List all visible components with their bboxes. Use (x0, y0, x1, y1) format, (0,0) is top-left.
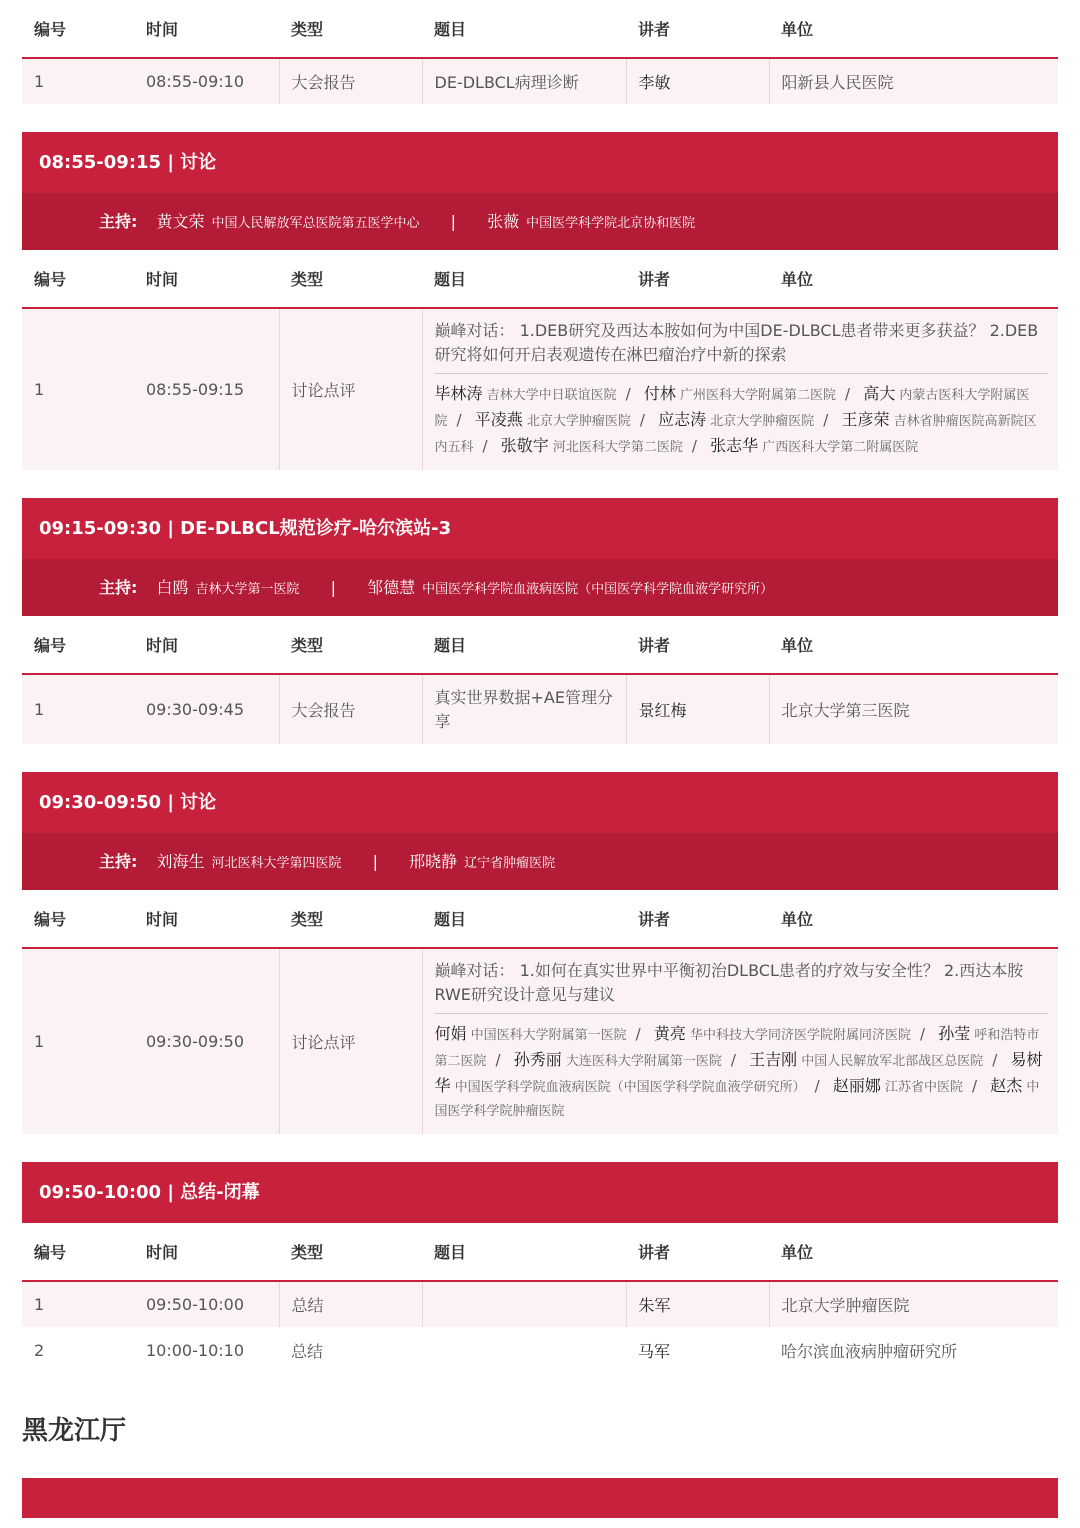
host-name: 黄文荣 (156, 212, 205, 231)
discussion-topic: 巅峰对话： 1.如何在真实世界中平衡初治DLBCL患者的疗效与安全性？ 2.西达本胺RWE研究设计意见与建议 (434, 961, 1024, 1004)
session-hosts (22, 559, 1058, 616)
cell-time: 10:00-10:10 (146, 1340, 244, 1360)
host-separator: | (450, 212, 457, 231)
session-block (22, 772, 1058, 1134)
header-num: 编号 (22, 1223, 134, 1281)
panelist-name: 应志涛 (658, 410, 707, 429)
header-unit: 单位 (769, 250, 1058, 308)
header-speaker: 讲者 (626, 250, 769, 308)
cell-unit: 阳新县人民医院 (769, 58, 1058, 104)
cell-speaker: 李敏 (626, 58, 769, 104)
header-speaker: 讲者 (626, 1223, 769, 1281)
cell-speaker: 朱军 (626, 1281, 769, 1327)
cell-discussion (422, 308, 1058, 470)
header-topic: 题目 (422, 616, 626, 674)
table-header-row (22, 616, 1058, 674)
panelist-name: 张志华 (710, 436, 759, 455)
panelist-unit: 中国医科大学附属第一医院 (470, 1028, 627, 1043)
panelist-name: 易树华 (434, 1050, 1043, 1095)
cell-type: 大会报告 (279, 58, 422, 104)
header-num: 编号 (22, 890, 134, 948)
session-hosts (22, 193, 1058, 250)
panelist-unit: 北京大学肿瘤医院 (710, 414, 815, 429)
cell-speaker: 马军 (638, 1341, 671, 1361)
host-unit: 辽宁省肿瘤医院 (464, 856, 556, 871)
host-name: 刘海生 (156, 852, 205, 871)
cell-time: 08:55-09:15 (134, 308, 279, 470)
panelist-unit: 内蒙古医科大学附属医院 (434, 388, 1030, 429)
panelist-unit: 江苏省中医院 (885, 1080, 964, 1095)
header-num: 编号 (22, 616, 134, 674)
header-unit: 单位 (769, 616, 1058, 674)
panelist-list: 何娟 中国医科大学附属第一医院 / 黄亮 华中科技大学同济医学院附属同济医院 / 孙莹 呼和浩特市第二医院 / 孙秀丽 大连医科大学附属第一医院 / 王吉刚 中国人民解放军北部战区总医院 / 易树华 中国医学科学院血液病医院（中国医学科学院血液学研究所） / 赵丽娜 江苏省中医院 / 赵杰 中国医学科学院肿瘤医院 (434, 1024, 1043, 1119)
panelist-unit: 中国医学科学院肿瘤医院 (434, 1080, 1040, 1119)
cell-topic: DE-DLBCL病理诊断 (422, 58, 626, 104)
discussion-topic: 巅峰对话： 1.DEB研究及西达本胺如何为中国DE-DLBCL患者带来更多获益？ 2.DEB研究将如何开启表观遗传在淋巴瘤治疗中新的探索 (434, 321, 1039, 364)
cell-type: 讨论点评 (279, 948, 422, 1134)
panelist-name: 王吉刚 (749, 1050, 798, 1069)
schedule-table (22, 890, 1058, 1134)
cell-time: 08:55-09:10 (134, 58, 279, 104)
session-title: 09:30-09:50 | 讨论 (22, 772, 1058, 833)
panelist-unit: 河北医科大学第二医院 (552, 440, 683, 455)
schedule-table (22, 1223, 1058, 1373)
panelist-unit: 华中科技大学同济医学院附属同济医院 (690, 1028, 912, 1043)
table-row (22, 674, 1058, 744)
cell-num: 1 (22, 58, 134, 104)
header-topic: 题目 (422, 0, 626, 58)
panelist-name: 何娟 (434, 1024, 467, 1043)
header-type: 类型 (279, 1223, 422, 1281)
panelist-name: 平凌燕 (474, 410, 523, 429)
panelist-unit: 广州医科大学附属第二医院 (680, 388, 837, 403)
table-row (22, 58, 1058, 104)
session-block (22, 1162, 1058, 1373)
agenda-page (22, 0, 1058, 1518)
panelist-unit: 广西医科大学第二附属医院 (762, 440, 919, 455)
panelist-unit: 中国人民解放军北部战区总医院 (801, 1054, 984, 1069)
host-unit: 吉林大学第一医院 (195, 582, 300, 597)
cell-time: 09:50-10:00 (134, 1281, 279, 1327)
panelist-unit: 大连医科大学附属第一医院 (565, 1054, 722, 1069)
header-speaker: 讲者 (626, 0, 769, 58)
table-header-row (22, 890, 1058, 948)
cell-topic (422, 1281, 626, 1327)
session-title: 09:15-09:30 | DE-DLBCL规范诊疗-哈尔滨站-3 (22, 498, 1058, 559)
table-header-row (22, 250, 1058, 308)
header-topic: 题目 (422, 1223, 626, 1281)
panelist-unit: 呼和浩特市第二医院 (434, 1028, 1040, 1069)
session-hosts (22, 833, 1058, 890)
header-unit: 单位 (769, 0, 1058, 58)
cell-topic (422, 1327, 626, 1373)
panelist-name: 毕林涛 (434, 384, 483, 403)
table-row (22, 1281, 1058, 1327)
table-header-row (22, 1223, 1058, 1281)
cell-unit: 哈尔滨血液病肿瘤研究所 (781, 1341, 958, 1361)
header-speaker: 讲者 (626, 616, 769, 674)
panelist-name: 黄亮 (653, 1024, 686, 1043)
panelist-unit: 吉林省肿瘤医院高新院区内五科 (434, 414, 1037, 455)
host-name: 邢晓静 (409, 852, 458, 871)
hall-heading: 黑龙江厅 (22, 1416, 127, 1446)
cell-num: 2 (34, 1340, 45, 1360)
header-time: 时间 (134, 0, 279, 58)
header-topic: 题目 (422, 890, 626, 948)
table-row (22, 1327, 1058, 1373)
cell-num: 1 (22, 308, 134, 470)
session-title: 09:50-10:00 | 总结-闭幕 (22, 1162, 1058, 1223)
cell-unit: 北京大学第三医院 (769, 674, 1058, 744)
cell-num: 1 (22, 674, 134, 744)
panelist-name: 赵杰 (990, 1076, 1023, 1095)
cell-time: 09:30-09:45 (134, 674, 279, 744)
header-unit: 单位 (769, 1223, 1058, 1281)
cell-discussion (422, 948, 1058, 1134)
host-name: 张薇 (487, 212, 520, 231)
header-type: 类型 (279, 250, 422, 308)
panelist-name: 赵丽娜 (832, 1076, 881, 1095)
header-speaker: 讲者 (626, 890, 769, 948)
panelist-name: 王彦荣 (841, 410, 890, 429)
header-type: 类型 (279, 0, 422, 58)
session-title-bar (22, 1478, 1058, 1518)
cell-speaker: 景红梅 (626, 674, 769, 744)
cell-time: 09:30-09:50 (134, 948, 279, 1134)
table-header-row (22, 0, 1058, 58)
cell-num: 1 (22, 948, 134, 1134)
header-num: 编号 (22, 0, 134, 58)
header-time: 时间 (134, 1223, 279, 1281)
panelist-unit: 北京大学肿瘤医院 (526, 414, 631, 429)
divider (435, 1013, 1049, 1014)
header-topic: 题目 (422, 250, 626, 308)
panelist-name: 高大 (863, 384, 896, 403)
header-type: 类型 (279, 890, 422, 948)
header-unit: 单位 (769, 890, 1058, 948)
panelist-unit: 吉林大学中日联谊医院 (486, 388, 617, 403)
panelist-name: 张敬宇 (500, 436, 549, 455)
cell-type: 讨论点评 (279, 308, 422, 470)
schedule-table (22, 0, 1058, 104)
header-type: 类型 (279, 616, 422, 674)
host-separator: | (330, 578, 337, 597)
panelist-unit: 中国医学科学院血液病医院（中国医学科学院血液学研究所） (454, 1080, 806, 1095)
cell-type: 总结 (279, 1281, 422, 1327)
panelist-name: 孙秀丽 (513, 1050, 562, 1069)
cell-num: 1 (22, 1281, 134, 1327)
host-label: 主持: (99, 212, 138, 231)
host-unit: 中国人民解放军总医院第五医学中心 (211, 216, 420, 231)
host-name: 白鸥 (156, 578, 189, 597)
cell-topic: 真实世界数据+AE管理分享 (422, 674, 626, 744)
host-separator: | (372, 852, 379, 871)
schedule-table (22, 616, 1058, 744)
schedule-table (22, 250, 1058, 470)
header-time: 时间 (134, 616, 279, 674)
cell-type: 总结 (291, 1341, 324, 1361)
host-name: 邹德慧 (367, 578, 416, 597)
header-time: 时间 (134, 250, 279, 308)
table-row (22, 948, 1058, 1134)
session-block (22, 132, 1058, 470)
panelist-list: 毕林涛 吉林大学中日联谊医院 / 付林 广州医科大学附属第二医院 / 高大 内蒙古医科大学附属医院 / 平凌燕 北京大学肿瘤医院 / 应志涛 北京大学肿瘤医院 / 王彦荣 吉林省肿瘤医院高新院区内五科 / 张敬宇 河北医科大学第二医院 / 张志华 广西医科大学第二附属医院 (434, 384, 1037, 455)
divider (435, 373, 1049, 374)
session-title: 08:55-09:15 | 讨论 (22, 132, 1058, 193)
host-unit: 中国医学科学院北京协和医院 (526, 216, 696, 231)
table-row (22, 308, 1058, 470)
host-unit: 中国医学科学院血液病医院（中国医学科学院血液学研究所） (422, 582, 774, 597)
host-label: 主持: (99, 578, 138, 597)
host-unit: 河北医科大学第四医院 (211, 856, 342, 871)
header-time: 时间 (134, 890, 279, 948)
panelist-name: 付林 (643, 384, 676, 403)
cell-type: 大会报告 (279, 674, 422, 744)
cell-unit: 北京大学肿瘤医院 (769, 1281, 1058, 1327)
header-num: 编号 (22, 250, 134, 308)
session-block (22, 498, 1058, 744)
panelist-name: 孙莹 (938, 1024, 971, 1043)
host-label: 主持: (99, 852, 138, 871)
